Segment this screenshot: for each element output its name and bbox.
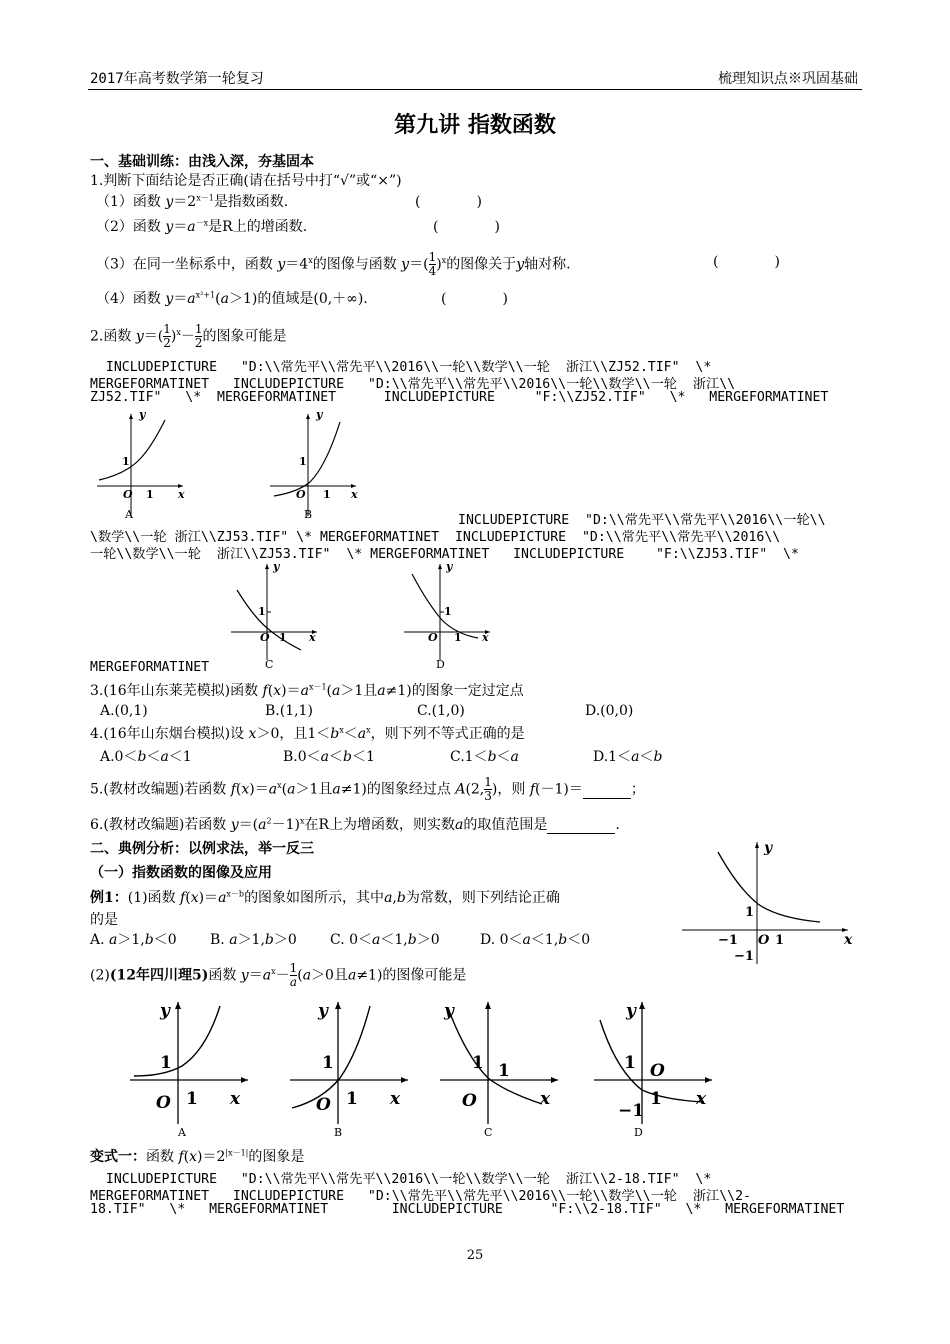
svg-text:y: y [626, 1001, 636, 1021]
svg-text:O: O [462, 1091, 477, 1111]
q6-answer-blank[interactable] [547, 817, 615, 834]
header-rule [88, 89, 862, 90]
svg-text:x: x [390, 1089, 401, 1109]
svg-text:1: 1 [160, 1053, 172, 1073]
q4-stem: 4.(16年山东烟台模拟)设 x＞0，且$1<b^x<a^x$，则下列不等式正确的是 [90, 725, 525, 742]
ex1-p2-graph-c-label: C [484, 1126, 493, 1139]
q2-include2-line-3: 一轮\\数学\\一轮 浙江\\ZJ53.TIF" \* MERGEFORMATINET INCLUDEPICTURE "F:\\ZJ53.TIF" \* [90, 547, 799, 562]
q2-graph-d [398, 560, 498, 672]
svg-text:1: 1 [624, 1053, 636, 1073]
svg-text:x: x [309, 631, 316, 644]
svg-text:O: O [758, 933, 770, 948]
svg-text:1: 1 [258, 605, 266, 618]
svg-text:−1: −1 [734, 949, 754, 964]
svg-text:1: 1 [650, 1089, 662, 1109]
header-right: 梳理知识点※巩固基础 [718, 71, 858, 87]
ex1-p2-graph-a-label: A [178, 1126, 186, 1139]
svg-text:−1: −1 [618, 1101, 645, 1121]
svg-text:O: O [296, 488, 306, 501]
svg-text:y: y [318, 1001, 328, 1021]
ex1-option-c[interactable]: C. 0＜a＜1,b＞0 [330, 932, 440, 948]
q2-graph-c [225, 560, 325, 672]
svg-text:x: x [230, 1089, 241, 1109]
svg-text:1: 1 [444, 605, 452, 618]
svg-text:1: 1 [322, 1053, 334, 1073]
page-number: 25 [466, 1248, 484, 1263]
q2-include2-line-2: \数学\\一轮 浙江\\ZJ53.TIF" \* MERGEFORMATINET INCLUDEPICTURE "D:\\常先平\\常先平\\2016\\ [90, 530, 781, 545]
page-title: 第九讲 指数函数 [394, 113, 556, 138]
q1-item-4: （4）函数 $y=a^{x^2+1}(a>1)$的值域是(0,＋∞). [96, 290, 368, 307]
ex1-stem-2: 的是 [90, 912, 118, 928]
ex1-option-d[interactable]: D. 0＜a＜1,b＜0 [480, 932, 591, 948]
svg-text:1: 1 [122, 455, 130, 468]
q1-item-3-bracket[interactable]: ( ) [713, 254, 780, 270]
q6-stem: 6.(教材改编题)若函数 $y=(a^2-1)^x$在R上为增函数，则实数a的取值范围是 . [90, 816, 620, 833]
q1-item-1: （1）函数 $y=2^{x-1}$是指数函数. [96, 193, 289, 210]
variant-stem: 变式一：函数 $f(x)=2^{|x-1|}$的图象是 [90, 1148, 305, 1165]
subsection-1-heading: （一）指数函数的图像及应用 [90, 865, 272, 881]
svg-text:y: y [139, 408, 146, 421]
q1-item-2: （2）函数 $y=a^{-x}$是R上的增函数. [96, 218, 308, 235]
svg-text:y: y [316, 408, 323, 421]
q2-include-line-3: ZJ52.TIF" \* MERGEFORMATINET INCLUDEPICTURE "F:\\ZJ52.TIF" \* MERGEFORMATINET [90, 390, 829, 405]
q3-option-b[interactable]: B.(1,1) [265, 703, 313, 719]
svg-text:1: 1 [775, 933, 785, 948]
svg-text:O: O [428, 631, 438, 644]
svg-text:1: 1 [472, 1053, 484, 1073]
q4-option-b[interactable]: B.0＜a＜b＜1 [283, 749, 375, 765]
svg-text:1: 1 [323, 488, 331, 501]
svg-text:y: y [446, 560, 453, 573]
q2-include2-line-1: INCLUDEPICTURE "D:\\常先平\\常先平\\2016\\一轮\\ [458, 513, 826, 528]
ex1-part2: (2)(12年四川理5)函数 $y=a^x-1$ a (a＞0且a≠1)的图像可能是 [90, 961, 467, 989]
ex1-option-b[interactable]: B. a＞1,b＞0 [210, 932, 297, 948]
q2-graph-a-label: A [125, 508, 133, 520]
ex1-p2-graph-d-label: D [634, 1126, 643, 1139]
q1-stem: 1.判断下面结论是否正确(请在括号中打“√”或“×”) [90, 173, 402, 189]
svg-text:O: O [650, 1061, 665, 1081]
ex1-p2-graph-b-label: B [334, 1126, 343, 1139]
q2-graph-a [95, 408, 190, 520]
q2-include-line-2: MERGEFORMATINET INCLUDEPICTURE "D:\\常先平\\常先平\\2016\\一轮\\数学\\一轮 浙江\\ [90, 377, 736, 392]
q5-answer-blank[interactable] [583, 782, 631, 799]
svg-text:1: 1 [299, 455, 307, 468]
ex1-option-a[interactable]: A. a＞1,b＜0 [90, 932, 177, 948]
ex1-stem: 例1：(1)函数 $f(x)=a^{x-b}$的图象如图所示，其中a,b为常数，则下列结论正确 [90, 889, 560, 906]
variant-include-line-2: MERGEFORMATINET INCLUDEPICTURE "D:\\常先平\\常先平\\2016\\一轮\\数学\\一轮 浙江\\2- [90, 1189, 751, 1204]
svg-text:O: O [156, 1093, 171, 1113]
q2-include-line-1: INCLUDEPICTURE "D:\\常先平\\常先平\\2016\\一轮\\数学\\一轮 浙江\\ZJ52.TIF" \* [90, 360, 712, 375]
q3-option-a[interactable]: A.(0,1) [100, 703, 148, 719]
svg-text:x: x [844, 932, 853, 948]
q1-item-3: （3）在同一坐标系中，函数 $y=4^x$的图像与函数 y＝(1 4 )$^x$的图像关于y轴对称. [96, 250, 571, 278]
svg-text:−1: −1 [718, 933, 738, 948]
q2-graph-d-label: D [436, 658, 445, 671]
ex1-graph [680, 838, 860, 968]
q2-include2-line-4: MERGEFORMATINET [90, 660, 210, 675]
q2-stem: 2.函数 y＝(1 2 )$^x$－1 2 的图象可能是 [90, 322, 287, 350]
q2-graph-b [268, 408, 363, 520]
q3-stem: 3.(16年山东莱芜模拟)函数 $f(x)=a^{x-1}(a>1$且a≠1)的图象一定过定点 [90, 682, 524, 699]
q1-item-4-bracket[interactable]: ( ) [441, 291, 508, 307]
svg-text:y: y [160, 1001, 170, 1021]
q4-option-c[interactable]: C.1＜b＜a [450, 749, 519, 765]
svg-text:O: O [316, 1095, 331, 1115]
svg-text:x: x [696, 1089, 707, 1109]
q5-stem: 5.(教材改编题)若函数 $f(x)=a^x(a>1$且a≠1)的图象经过点 A(2,1 3 )，则 f(－1)＝ ； [90, 775, 645, 803]
ex1-p2-graph-d [592, 996, 722, 1142]
header-left: 2017年高考数学第一轮复习 [90, 71, 264, 87]
svg-text:1: 1 [454, 631, 462, 644]
svg-text:x: x [178, 488, 185, 501]
svg-text:1: 1 [346, 1089, 358, 1109]
q4-option-d[interactable]: D.1＜a＜b [593, 749, 663, 765]
svg-text:y: y [273, 560, 280, 573]
q3-option-d[interactable]: D.(0,0) [585, 703, 634, 719]
svg-text:O: O [260, 631, 270, 644]
section-1-heading: 一、基础训练：由浅入深，夯基固本 [90, 154, 314, 170]
svg-text:O: O [123, 488, 133, 501]
svg-text:x: x [482, 631, 489, 644]
svg-text:y: y [444, 1001, 454, 1021]
ex1-p2-graph-a [128, 996, 258, 1142]
q4-option-a[interactable]: A.0＜b＜a＜1 [100, 749, 192, 765]
svg-text:x: x [351, 488, 358, 501]
svg-text:1: 1 [279, 631, 287, 644]
q2-graph-b-label: B [304, 508, 313, 520]
variant-include-line-1: INCLUDEPICTURE "D:\\常先平\\常先平\\2016\\一轮\\数学\\一轮 浙江\\2-18.TIF" \* [90, 1172, 712, 1187]
svg-text:x: x [540, 1089, 551, 1109]
section-2-heading: 二、典例分析：以例求法，举一反三 [90, 841, 314, 857]
svg-text:1: 1 [745, 905, 755, 920]
q1-item-1-bracket[interactable]: ( ) [415, 194, 482, 210]
q3-option-c[interactable]: C.(1,0) [417, 703, 465, 719]
ex1-p2-graph-c [438, 996, 568, 1142]
svg-text:y: y [764, 840, 773, 856]
ex1-p2-graph-b [288, 996, 418, 1142]
svg-text:1: 1 [186, 1089, 198, 1109]
q1-item-2-bracket[interactable]: ( ) [433, 219, 500, 235]
q2-graph-c-label: C [265, 658, 274, 671]
variant-include-line-3: 18.TIF" \* MERGEFORMATINET INCLUDEPICTURE "F:\\2-18.TIF" \* MERGEFORMATINET [90, 1202, 845, 1217]
svg-text:1: 1 [498, 1061, 510, 1081]
svg-text:1: 1 [146, 488, 154, 501]
